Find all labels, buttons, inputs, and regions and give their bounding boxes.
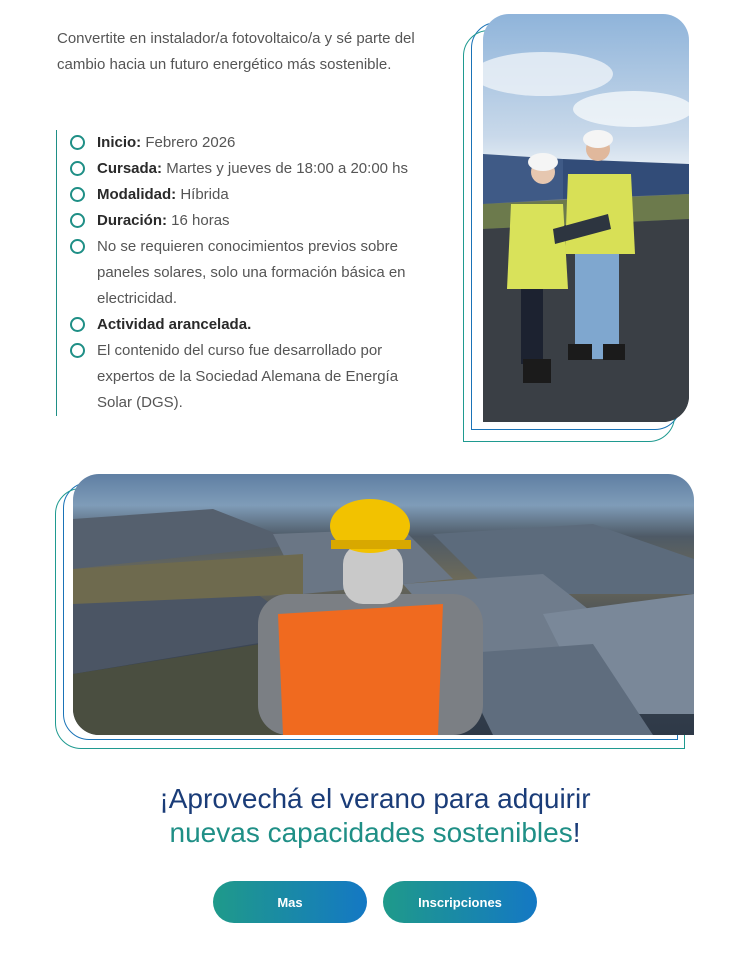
detail-value: No se requieren conocimientos previos sobre paneles solares, solo una formación básica en electricidad.	[97, 238, 406, 307]
register-button[interactable]: Inscripciones	[383, 881, 537, 923]
circle-bullet-icon	[70, 135, 85, 150]
headline	[0, 782, 750, 850]
circle-bullet-icon	[70, 343, 85, 358]
detail-label: Cursada:	[97, 160, 163, 177]
detail-label: Modalidad:	[97, 186, 177, 203]
headline-line1: ¡Aprovechá el verano para adquirir	[159, 783, 591, 814]
detail-requirements	[57, 234, 456, 312]
detail-fee	[57, 312, 456, 338]
detail-label: Inicio:	[97, 134, 142, 151]
detail-value: Martes y jueves de 18:00 a 20:00 hs	[162, 160, 409, 177]
circle-bullet-icon	[70, 213, 85, 228]
engineers-illustration	[483, 14, 689, 422]
detail-label: Actividad arancelada.	[97, 316, 252, 333]
detail-content-origin	[57, 338, 456, 416]
circle-bullet-icon	[70, 187, 85, 202]
headline-exclamation: !	[572, 817, 581, 848]
detail-schedule	[57, 156, 456, 182]
detail-value: Híbrida	[176, 186, 229, 203]
detail-label: Duración:	[97, 212, 168, 229]
circle-bullet-icon	[70, 317, 85, 332]
detail-start	[57, 130, 456, 156]
circle-bullet-icon	[70, 239, 85, 254]
worker-illustration	[73, 474, 694, 735]
headline-line2: nuevas capacidades sostenibles	[169, 817, 573, 848]
detail-duration	[57, 208, 456, 234]
engineers-photo	[483, 14, 689, 422]
detail-value: El contenido del curso fue desarrollado por expertos de la Sociedad Alemana de Energía Solar (DGS).	[97, 342, 399, 411]
detail-value: Febrero 2026	[141, 134, 236, 151]
circle-bullet-icon	[70, 161, 85, 176]
detail-modality	[57, 182, 456, 208]
course-details-list	[56, 130, 456, 416]
intro-text: Convertite en instalador/a fotovoltaico/a y sé parte del cambio hacia un futuro energético más sostenible.	[57, 30, 415, 73]
detail-value: 16 horas	[167, 212, 230, 229]
worker-photo	[73, 474, 694, 735]
more-button[interactable]: Mas	[213, 881, 367, 923]
